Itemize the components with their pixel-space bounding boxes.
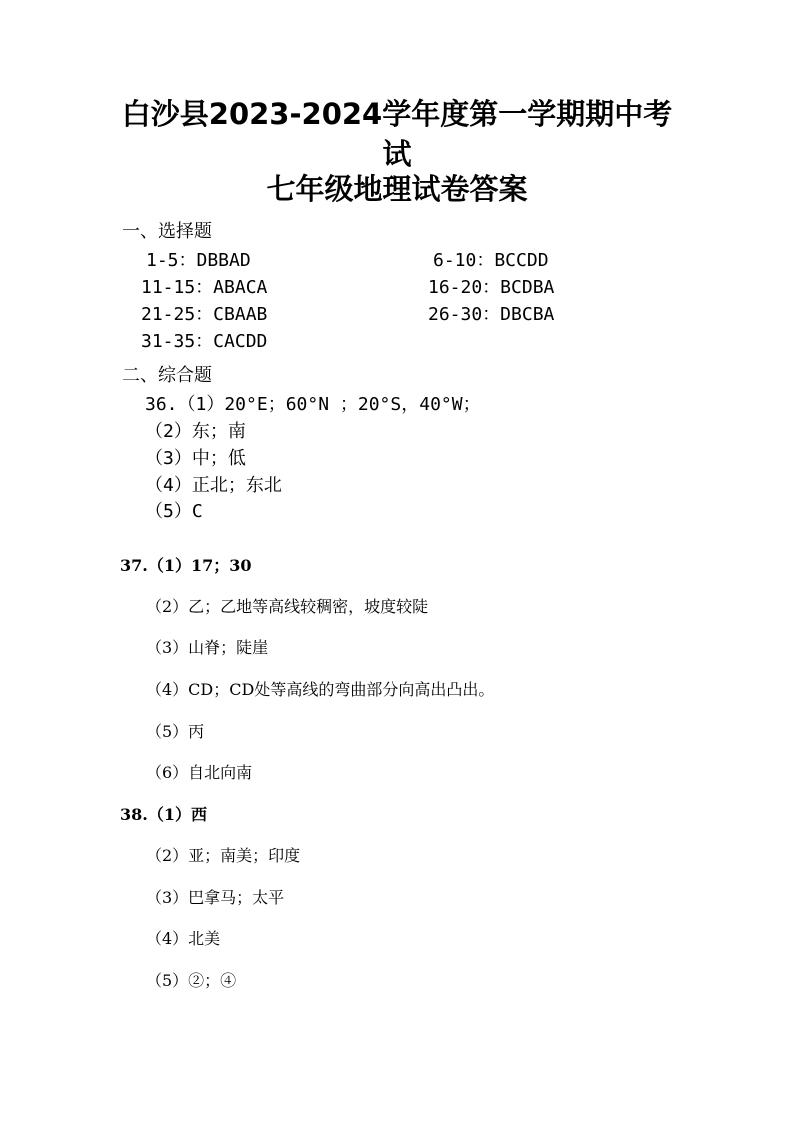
answer-group-6-10: 6-10：BCCDD — [433, 250, 549, 271]
q37-part6: （6）自北向南 — [146, 763, 253, 782]
answer-group-16-20: 16-20：BCDBA — [428, 277, 555, 298]
q38-part2: （2）亚；南美；印度 — [146, 846, 301, 865]
q36-part2: （2）东；南 — [145, 421, 246, 442]
q37-part2: （2）乙；乙地等高线较稠密，坡度较陡 — [146, 597, 429, 616]
q38-part3: （3）巴拿马；太平 — [146, 888, 285, 907]
q36-part4: （4）正北；东北 — [145, 475, 282, 496]
q38-part4: （4）北美 — [146, 929, 221, 948]
q36-part3: （3）中；低 — [145, 448, 246, 469]
q36-part5: （5）C — [145, 501, 203, 522]
answer-group-11-15: 11-15：ABACA — [141, 277, 268, 298]
q37-part3: （3）山脊；陡崖 — [146, 638, 269, 657]
q37-part1: 37.（1）17；30 — [120, 556, 252, 575]
q37-part5: （5）丙 — [146, 722, 205, 741]
answer-group-1-5: 1-5：DBBAD — [146, 250, 251, 271]
page-title-line2: 试 — [382, 137, 412, 171]
q38-part1: 38.（1）西 — [120, 805, 207, 824]
q38-part5: （5）②；④ — [146, 971, 237, 990]
answer-group-21-25: 21-25：CBAAB — [141, 304, 268, 325]
section-heading-comprehensive: 二、综合题 — [122, 365, 212, 386]
answer-group-26-30: 26-30：DBCBA — [428, 304, 555, 325]
page-title-line1: 白沙县2023-2024学年度第一学期期中考 — [121, 97, 673, 131]
page-subtitle: 七年级地理试卷答案 — [266, 172, 528, 206]
q37-part4: （4）CD；CD处等高线的弯曲部分向高出凸出。 — [146, 680, 495, 699]
section-heading-choice: 一、选择题 — [122, 221, 212, 242]
q36-part1: 36.（1）20°E；60°N ；20°S，40°W； — [145, 394, 481, 415]
answer-group-31-35: 31-35：CACDD — [141, 331, 268, 352]
